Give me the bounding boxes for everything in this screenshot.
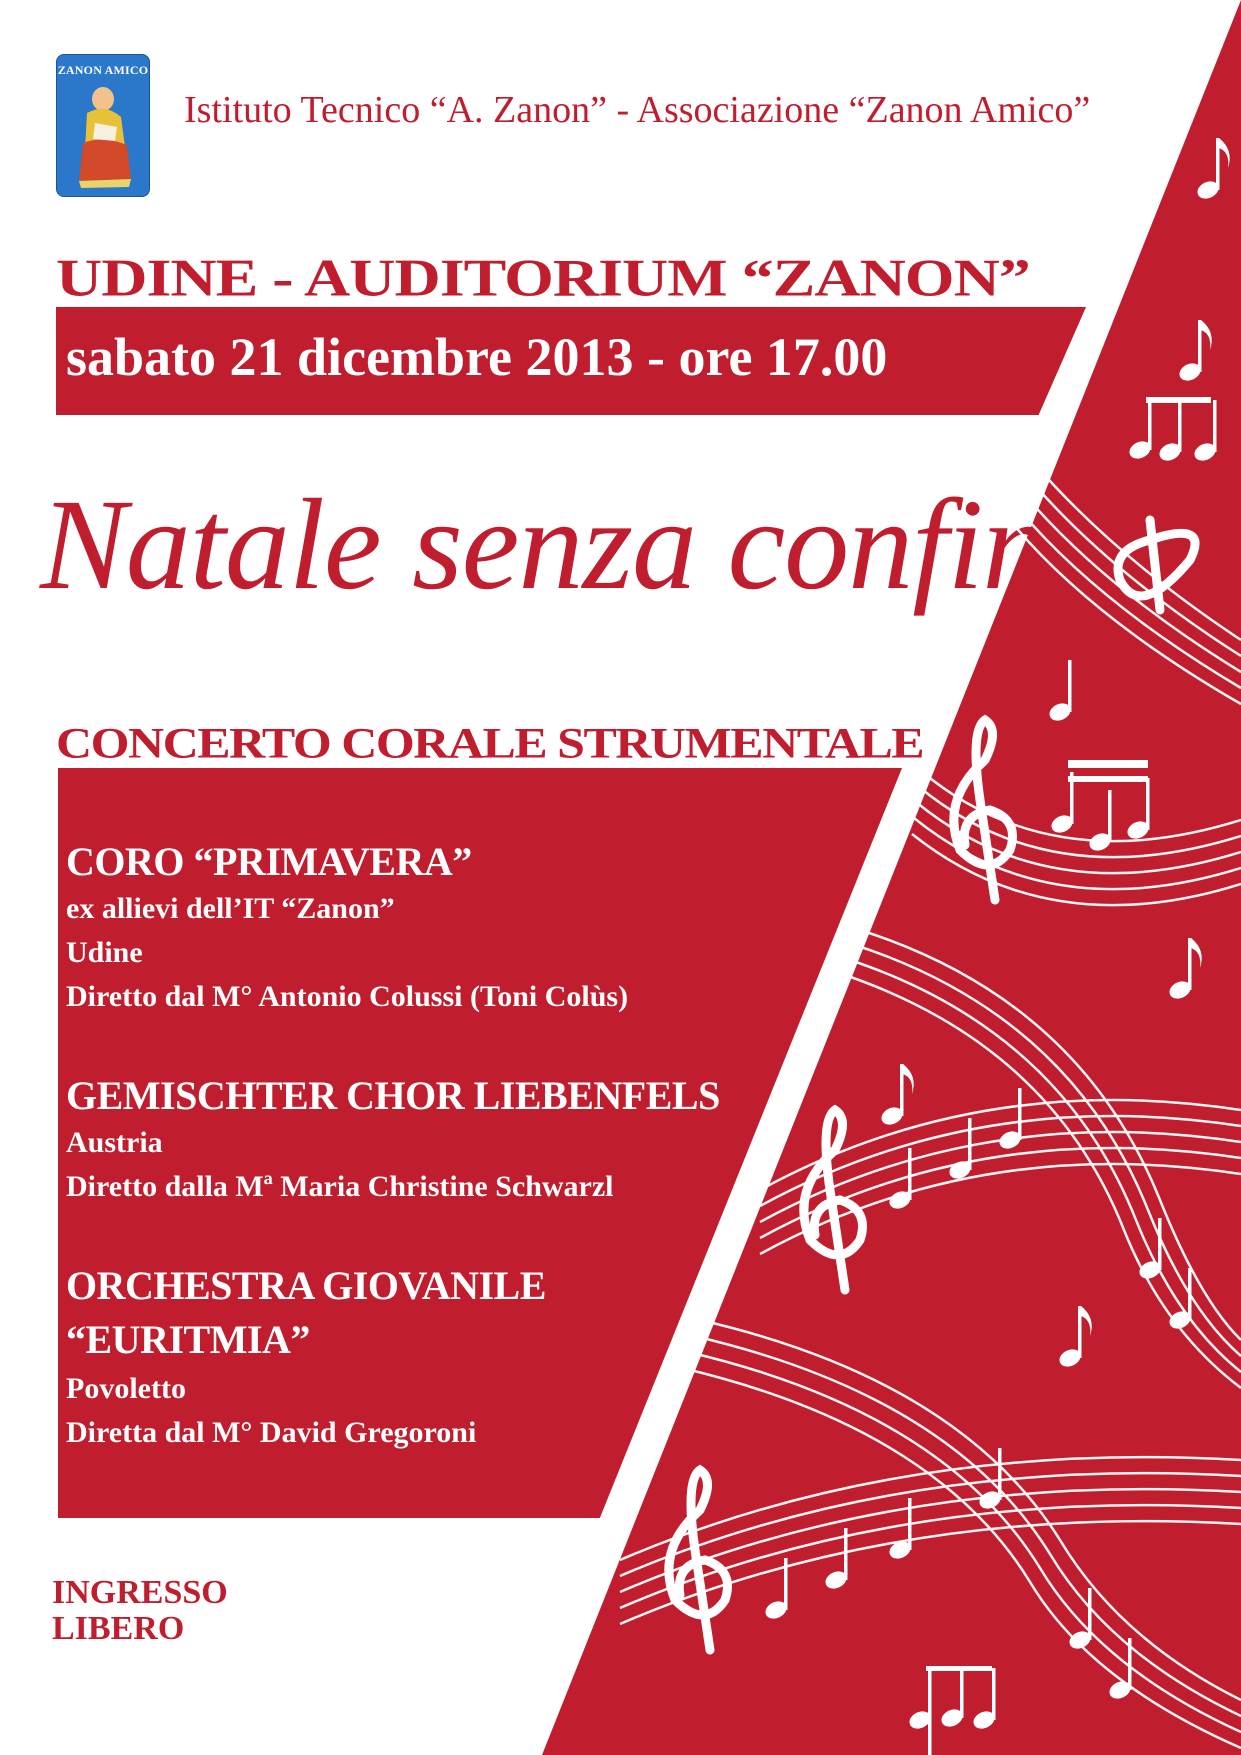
program-2-line: Austria <box>66 1126 163 1159</box>
program-1-line: ex allievi dell’IT “Zanon” <box>66 892 395 925</box>
free-entry-line: LIBERO <box>52 1610 185 1647</box>
event-datetime: sabato 21 dicembre 2013 - ore 17.00 <box>66 327 888 387</box>
program-3-name: “EURITMIA” <box>66 1317 310 1362</box>
program-1-name: CORO “PRIMAVERA” <box>66 839 472 884</box>
concert-type-heading: CONCERTO CORALE STRUMENTALE <box>56 718 924 768</box>
program-1-line: Diretto dal M° Antonio Colussi (Toni Colùs) <box>66 980 629 1013</box>
venue-heading: UDINE - AUDITORIUM “ZANON” <box>56 248 1030 308</box>
event-title: Natale senza confini <box>40 473 1082 617</box>
logo-text: ZANON AMICO <box>57 63 149 77</box>
treble-clef-icon <box>669 520 1195 1650</box>
music-staff-icon <box>620 470 1241 1748</box>
program-3-name: ORCHESTRA GIOVANILE <box>66 1263 546 1308</box>
program-2-line: Diretto dalla Mª Maria Christine Schwarzl <box>66 1170 614 1203</box>
program-2-name: GEMISCHTER CHOR LIEBENFELS <box>66 1073 720 1118</box>
header-institution: Istituto Tecnico “A. Zanon” - Associazione “Zanon Amico” <box>184 89 1091 131</box>
program-1-line: Udine <box>66 936 143 969</box>
program-3-line: Povoletto <box>66 1372 186 1405</box>
program-3-line: Diretta dal M° David Gregoroni <box>66 1416 477 1449</box>
free-entry-line: INGRESSO <box>52 1574 228 1611</box>
